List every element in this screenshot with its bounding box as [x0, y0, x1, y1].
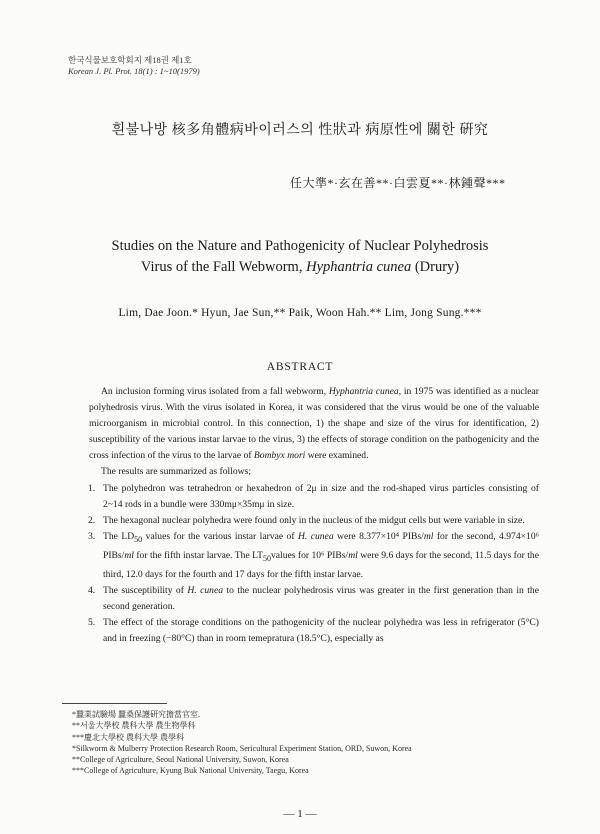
species-name: H. cunea: [187, 584, 224, 596]
result-text: [103, 585, 539, 612]
abstract-body: [89, 384, 539, 647]
result-text: [103, 531, 539, 580]
results-list: [89, 481, 539, 648]
species-name: Hyphantria cunea: [328, 386, 399, 397]
result-text: The effect of the storage conditions on the pathogenicity of the nuclear polyhedra was less in refrigerator (5°C) and in freezing (−80°C) than in room temepratura (18.5°C), especially as: [103, 617, 539, 645]
unit: ml: [348, 549, 358, 561]
title-text: (Drury): [411, 259, 460, 275]
result-text: The hexagonal nuclear polyhedra were found only in the nucleus of the midgut cells but were variable in size.: [103, 514, 525, 526]
result-number: 5.: [88, 617, 96, 629]
text: for the second, 4.974×10⁶ PIBs/: [103, 530, 539, 561]
result-number: 2.: [88, 514, 96, 526]
journal-name-korean: 한국식물보호학회지 제18권 제1호: [68, 55, 192, 65]
abstract-paragraph: [89, 384, 539, 464]
text: The LD: [103, 530, 135, 542]
footnote: ***College of Agriculture, Kyung Buk National University, Taegu, Korea: [72, 766, 309, 776]
title-text: Virus of the Fall Webworm,: [140, 259, 307, 275]
text: were examined.: [305, 450, 369, 462]
result-text: The polyhedron was tetrahedron or hexahedron of 2μ in size and the rod-shaped virus particles consisting of 2~14 rods in a bundle were 330mμ×35mμ in size.: [103, 482, 539, 510]
footnote: **College of Agriculture, Seoul National University, Suwon, Korea: [72, 755, 289, 765]
result-item: [89, 583, 539, 615]
unit: ml: [124, 549, 134, 561]
text: were 8.377×10⁴ PIBs/: [333, 530, 424, 542]
footnote: *Silkworm & Mulberry Protection Research Room, Sericultural Experiment Station, ORD, Suwon, Korea: [72, 743, 412, 753]
result-item: [89, 529, 539, 583]
species-name: Bombyx mori: [253, 450, 306, 462]
summary-intro: The results are summarized as follows;: [101, 466, 251, 478]
page-number: — 1 —: [283, 808, 317, 820]
species-name: Hyphantria cunea: [306, 259, 412, 275]
unit: ml: [423, 530, 434, 542]
species-name: H. cunea: [297, 530, 334, 542]
text: The susceptibility of: [103, 584, 188, 596]
authors-english: Lim, Dae Joon.* Hyun, Jae Sun,** Paik, Woon Hah.** Lim, Jong Sung.***: [118, 307, 482, 319]
title-english-line2: [0, 257, 600, 278]
text: to the nuclear polyhedrosis virus was greater in the first generation than in the second generation.: [103, 584, 539, 613]
journal-citation: [68, 55, 200, 77]
result-number: 1.: [88, 482, 96, 494]
result-item: [89, 513, 539, 529]
footnote: **서울大學校 農科大學 農生物學科: [72, 721, 196, 731]
abstract-heading: ABSTRACT: [266, 361, 334, 373]
text: for the fifth instar larvae. The LT: [133, 549, 263, 561]
result-item: [89, 481, 539, 513]
footnote-divider: [62, 703, 167, 704]
text: values for 10⁶ PIBs/: [270, 549, 349, 561]
text: were 9.6 days for the second, 11.5 days for the third, 12.0 days for the fourth and 17 days for the fifth instar larvae.: [103, 549, 539, 580]
title-korean: 흰불나방 核多角體病바이러스의 性狀과 病原性에 關한 硏究: [111, 123, 489, 138]
title-english-line1: Studies on the Nature and Pathogenicity of Nuclear Polyhedrosis: [111, 238, 489, 254]
result-number: 3.: [88, 530, 96, 542]
subscript: 50: [134, 534, 143, 544]
subscript: 50: [262, 553, 271, 563]
footnotes: [62, 709, 412, 777]
result-item: [89, 615, 539, 647]
authors-korean: 任大準*·玄在善**·白雲夏**·林鍾聲***: [290, 176, 506, 190]
footnote: ***慶北大學校 農科大學 農學科: [72, 732, 184, 742]
text: An inclusion forming virus isolated from a fall webworm,: [101, 386, 329, 397]
journal-name-english: Korean J. Pl. Prot. 18(1) : 1~10(1979): [68, 66, 200, 76]
result-number: 4.: [88, 584, 96, 596]
footnote: *蠶業試驗場 蠶桑保護硏究擔當官室.: [72, 710, 200, 719]
title-english: [0, 236, 600, 278]
text: , in 1975 was identified as a nuclear polyhedrosis virus. With the virus isolated in Korea, it was considered that the virus would be one of the valuable microorganism in microbial control. In this connection, 1) the shape and size of the virus for identification, 2) susceptibility of the various instar larvae to the virus, 3) the effects of storage condition on the pathogenicity and the cross infection of the virus to the larvae of: [89, 386, 539, 462]
text: values for the various instar larvae of: [142, 530, 298, 542]
